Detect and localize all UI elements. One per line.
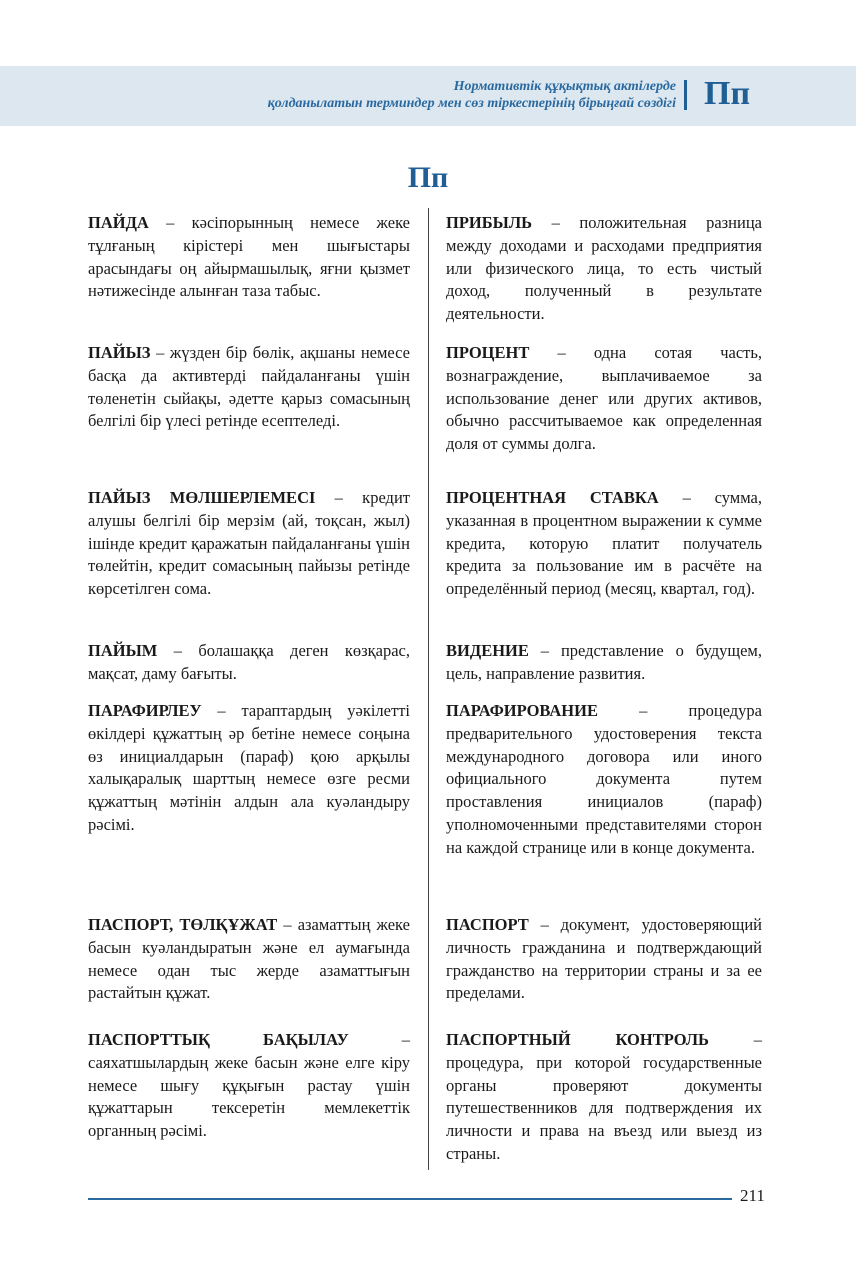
entry-term: ПАСПОРТНЫЙ КОНТРОЛЬ (446, 1030, 709, 1049)
entry-definition: – жүзден бір бөлік, ақшаны немесе басқа да активтерді пайдаланғаны үшін төленетін сыйақы, әдетте қарыз сомасының белгілі бір үлесі ретінде есептеледі. (88, 343, 410, 431)
column-divider (428, 208, 429, 1170)
entry-definition: – одна сотая часть, вознаграждение, выплачиваемое за использование денег или других активов, обычно рассчитываемое как определенная доля от суммы долга. (446, 343, 762, 454)
footer-rule (88, 1198, 732, 1200)
entry-ru (446, 1029, 762, 1166)
section-heading: Пп (407, 161, 449, 194)
entry-term: ПАЙЫМ (88, 641, 158, 660)
entry-definition: – кәсіпорынның немесе жеке тұлғаның кірістері мен шығыстары арасындағы оң айырмашылық, яғни қызмет нәтижесінде алынған таза табыс. (88, 213, 410, 301)
entry-definition: – положительная разница между доходами и расходами предприятия или физического лица, то есть чистый доход, полученный в результате деятельности. (446, 213, 762, 324)
entry-term: ПАСПОРТ (446, 915, 529, 934)
entry-definition: – процедура, при которой государственные органы проверяют документы путешественников для подтверждения их личности и права на въезд или выезд из страны. (446, 1030, 762, 1163)
entry-kz (88, 640, 410, 686)
entry-ru (446, 914, 762, 1005)
entry-ru (446, 212, 762, 326)
page-number: 211 (740, 1186, 765, 1205)
header-title-line-1: Нормативтік құқықтық актілерде (453, 79, 676, 94)
entry-definition: – саяхатшылардың жеке басын және елге кіру немесе шығу құқығын растау үшін құжаттарын тексеретін мемлекеттік органның рәсімі. (88, 1030, 410, 1141)
entry-kz (88, 1029, 410, 1143)
entry-definition: – сумма, указанная в процентном выражении к сумме кредита, которую платит получатель кредита за пользование им в расчёте на определённый период (месяц, квартал, год). (446, 488, 762, 599)
entry-kz (88, 342, 410, 433)
entry-term: ПАРАФИРЛЕУ (88, 701, 202, 720)
entry-kz (88, 914, 410, 1005)
entry-term: ПАЙЫЗ (88, 343, 151, 362)
header-divider-bar (684, 80, 687, 110)
entry-ru (446, 342, 762, 456)
header-title (268, 78, 676, 112)
entry-ru (446, 640, 762, 686)
entry-definition: – тараптардың уәкілетті өкілдері құжаттың әр бетіне немесе соңына өз инициалдарын (параф) қою арқылы халықаралық шарттың немесе өзге ресми құжаттың мәтінін алдын ала куәландыру рәсімі. (88, 701, 410, 834)
entry-ru (446, 700, 762, 860)
entry-term: ПАЙЫЗ МӨЛШЕРЛЕМЕСІ (88, 488, 316, 507)
entry-term: ПАЙДА (88, 213, 149, 232)
entry-ru (446, 487, 762, 601)
entry-definition: – болашаққа деген көзқарас, мақсат, даму бағыты. (88, 641, 410, 683)
entry-term: ПРИБЫЛЬ (446, 213, 533, 232)
entry-term: ПАСПОРТ, ТӨЛҚҰЖАТ (88, 915, 278, 934)
entry-definition: – процедура предварительного удостоверения текста международного договора или иного официального документа путем проставления инициалов (параф) уполномоченными представителями сторон на каждой странице или в конце документа. (446, 701, 762, 857)
entry-term: ПАРАФИРОВАНИЕ (446, 701, 598, 720)
entry-definition: – документ, удостоверяющий личность гражданина и подтверждающий гражданство на территории страны и за ее пределами. (446, 915, 762, 1003)
entry-term: ПАСПОРТТЫҚ БАҚЫЛАУ (88, 1030, 349, 1049)
entry-kz (88, 487, 410, 601)
entry-term: ВИДЕНИЕ (446, 641, 529, 660)
entry-kz (88, 212, 410, 303)
header-letter: Пп (704, 75, 751, 112)
entry-definition: – кредит алушы белгілі бір мерзім (ай, тоқсан, жыл) ішінде кредит қаражатын пайдаланғаны үшін төлейтін, кредит сомасының пайызы ретінде көрсетілген сома. (88, 488, 410, 599)
entry-term: ПРОЦЕНТНАЯ СТАВКА (446, 488, 659, 507)
entry-definition: – представление о будущем, цель, направление развития. (446, 641, 762, 683)
header-title-line-2: қолданылатын терминдер мен сөз тіркестерінің бірыңғай сөздігі (267, 96, 676, 111)
entry-term: ПРОЦЕНТ (446, 343, 530, 362)
entry-kz (88, 700, 410, 837)
entry-definition: – азаматтың жеке басын куәландыратын және ел аумағында немесе одан тыс жерде азаматтығын растайтын құжат. (88, 915, 410, 1003)
